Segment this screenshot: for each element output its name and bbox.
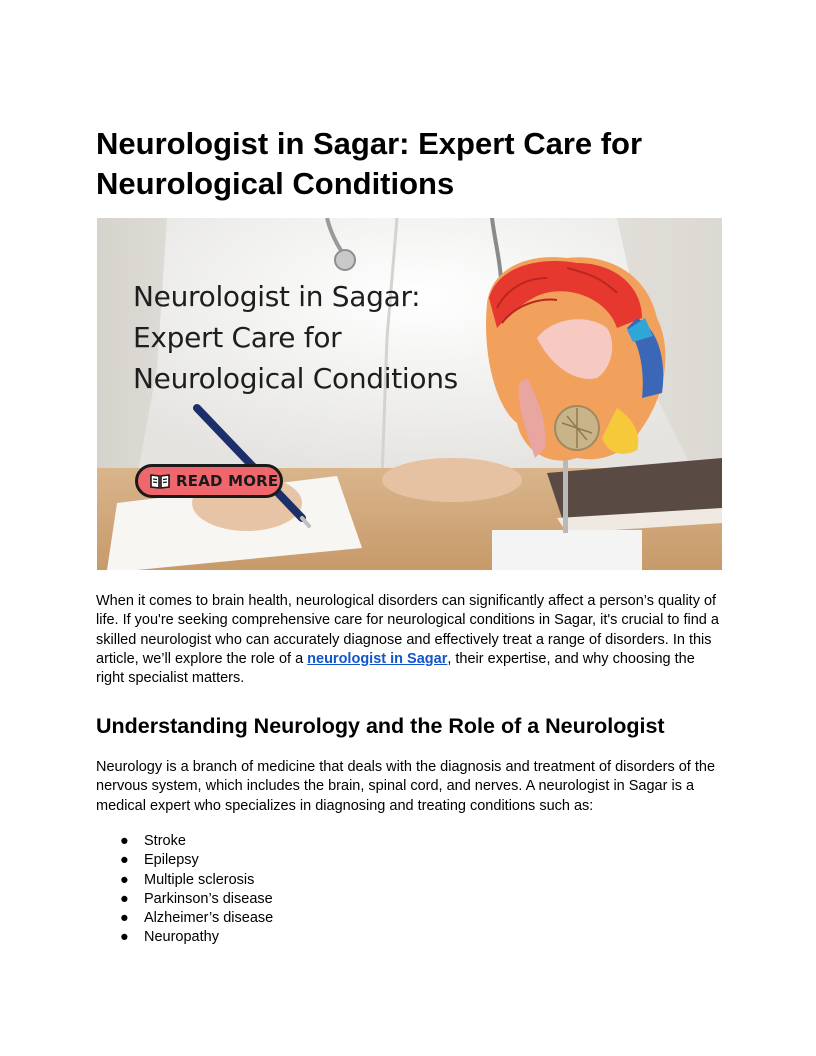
intro-paragraph: [96, 592, 724, 688]
list-item-text: Alzheimer’s disease: [144, 910, 274, 927]
list-item: [96, 909, 273, 928]
bullet-icon: ●: [120, 910, 129, 927]
bullet-icon: ●: [120, 852, 129, 869]
list-item-text: Epilepsy: [144, 852, 199, 869]
section-heading: Understanding Neurology and the Role of a Neurologist: [96, 714, 665, 738]
hero-caption: [133, 276, 513, 399]
section-paragraph: Neurology is a branch of medicine that deals with the diagnosis and treatment of disorders of the nervous system, which includes the brain, spinal cord, and nerves. A neurologist in Sagar is a medical expert who specializes in diagnosing and treating conditions such as:: [96, 759, 716, 814]
intro-text-after-link: , their expertise, and why choosing the right specialist matters.: [96, 650, 695, 687]
bullet-icon: ●: [120, 929, 129, 946]
list-item-text: Multiple sclerosis: [144, 871, 255, 888]
page-title-line-2: Neurological Conditions: [96, 166, 455, 201]
bullet-icon: ●: [120, 871, 129, 888]
list-item: [96, 890, 273, 909]
list-item-text: Stroke: [144, 833, 186, 849]
hero-banner-image: [97, 218, 722, 570]
list-item-text: Parkinson’s disease: [144, 890, 273, 907]
list-item: [96, 928, 273, 947]
read-more-label: READ MORE: [176, 472, 279, 490]
neurologist-in-sagar-link[interactable]: neurologist in Sagar: [307, 650, 448, 667]
hero-caption-line-1: Neurologist in Sagar:: [133, 280, 421, 313]
book-icon: [150, 473, 170, 489]
list-item: [96, 871, 273, 890]
intro-text-before-link: When it comes to brain health, neurological disorders can significantly affect a person’s quality of life. If you're seeking comprehensive care for neurological conditions in Sagar, it's crucial to find a skilled neurologist who can accurately diagnose and effectively treat a range of disorders. In this article, we’ll explore the role of a: [96, 593, 719, 667]
read-more-button[interactable]: [135, 464, 283, 498]
list-item: [96, 832, 273, 851]
hero-caption-line-2: Expert Care for: [133, 321, 342, 354]
hero-caption-line-3: Neurological Conditions: [133, 362, 458, 395]
list-item-text: Neuropathy: [144, 929, 219, 946]
bullet-icon: ●: [120, 890, 129, 907]
page-title-line-1: Neurologist in Sagar: Expert Care for: [96, 126, 643, 161]
bullet-icon: ●: [120, 833, 129, 849]
conditions-list: [96, 832, 273, 948]
list-item: [96, 851, 273, 870]
page-title: [96, 124, 736, 204]
